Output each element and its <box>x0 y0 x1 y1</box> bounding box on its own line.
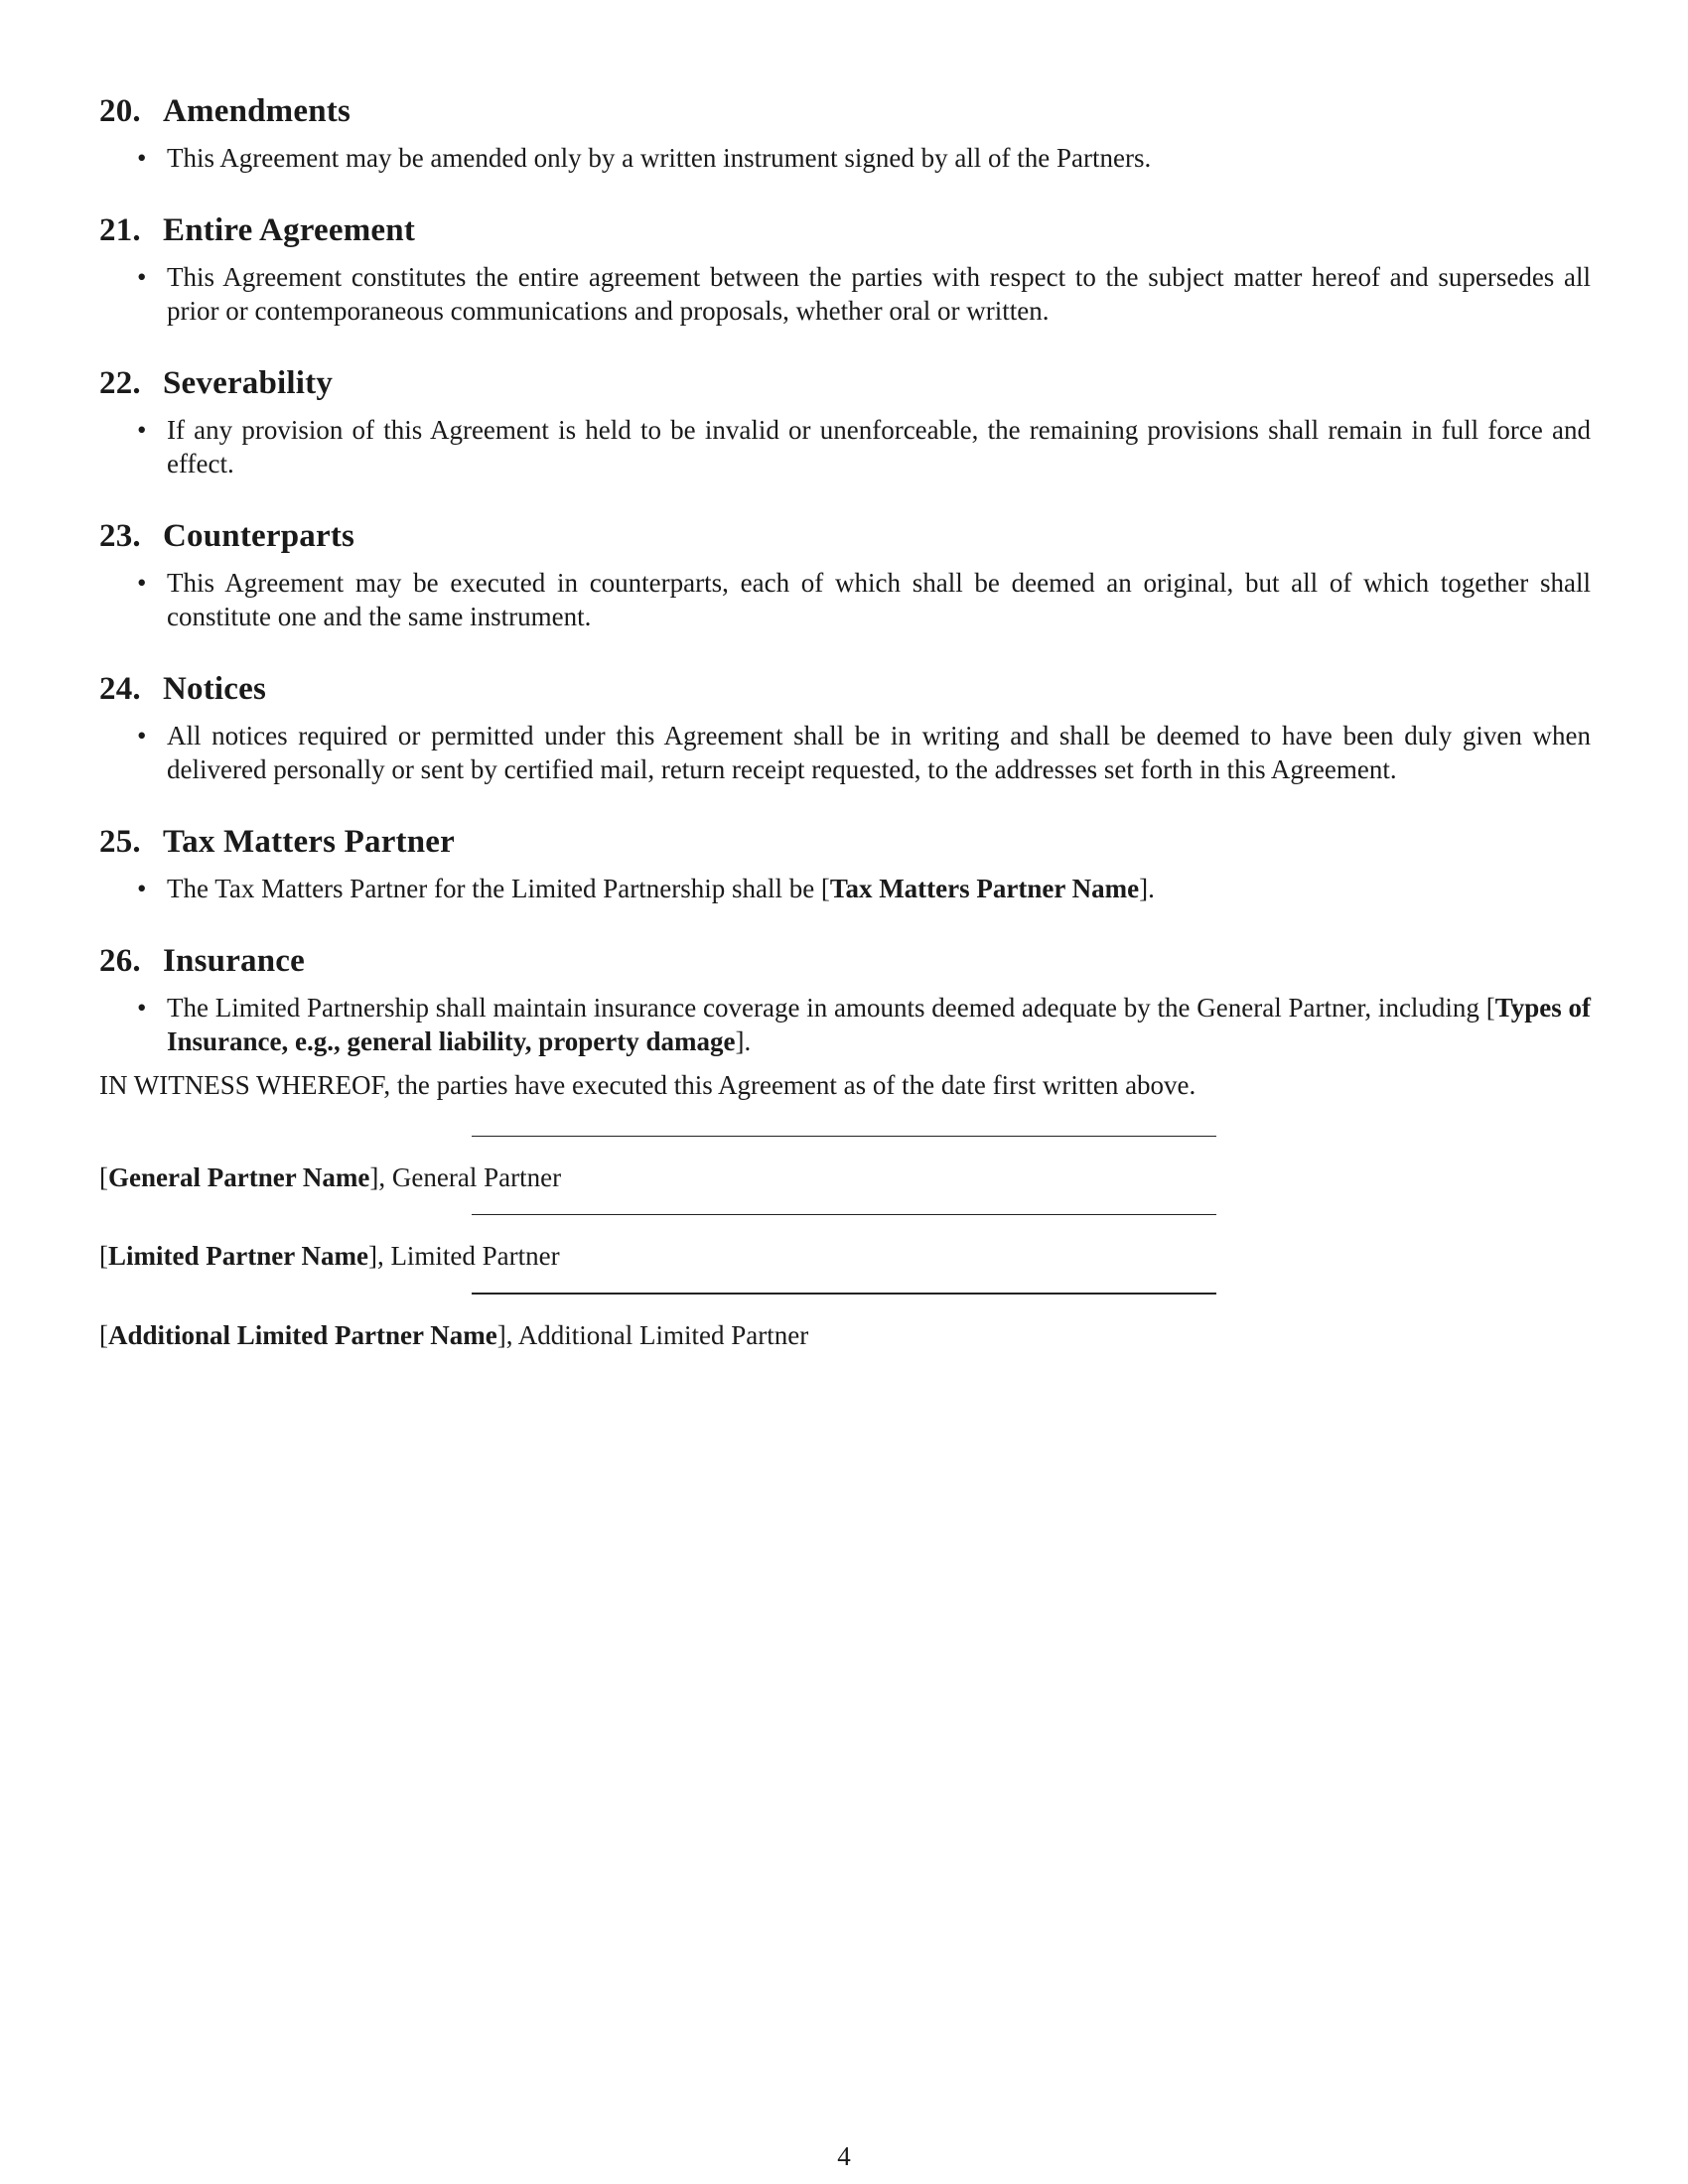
section-22-severability <box>99 363 1591 480</box>
document-page <box>99 91 1591 1372</box>
bracket-open: [ <box>99 1162 108 1192</box>
section-title: Tax Matters Partner <box>163 824 455 860</box>
section-list <box>99 260 1591 328</box>
section-24-notices <box>99 669 1591 786</box>
section-title: Amendments <box>163 93 351 129</box>
bullet: • <box>137 874 147 903</box>
item-text-after: ]. <box>1139 874 1155 903</box>
section-heading <box>99 516 1591 556</box>
page-number: 4 <box>837 2141 851 2171</box>
item-text-before: The Tax Matters Partner for the Limited Partnership shall be [ <box>167 874 830 903</box>
section-26-insurance <box>99 941 1591 1058</box>
item-text-before: The Limited Partnership shall maintain insurance coverage in amounts deemed adequate by the General Partner, including [ <box>167 993 1495 1023</box>
item-text: If any provision of this Agreement is held to be invalid or unenforceable, the remaining provisions shall remain in full force and effect. <box>167 415 1591 478</box>
bracket-close: ] <box>496 1320 506 1350</box>
bullet: • <box>137 415 147 445</box>
bracket-open: [ <box>99 1241 108 1271</box>
list-item <box>99 260 1591 328</box>
section-number: 20. <box>99 93 141 129</box>
section-title: Notices <box>163 671 267 707</box>
signatory-role: , General Partner <box>378 1162 562 1192</box>
signature-block-additional-limited-partner <box>99 1293 1591 1352</box>
list-item <box>99 872 1591 905</box>
section-number: 26. <box>99 943 141 979</box>
signature-line <box>472 1214 1216 1215</box>
item-text: This Agreement may be amended only by a written instrument signed by all of the Partners. <box>167 143 1152 173</box>
item-text: This Agreement constitutes the entire agreement between the parties with respect to the subject matter hereof and supersedes all prior or contemporaneous communications and proposals, whether oral or written. <box>167 262 1591 326</box>
list-item <box>99 566 1591 633</box>
signature-line <box>472 1136 1216 1137</box>
bullet: • <box>137 993 147 1023</box>
signatory-role: , Additional Limited Partner <box>505 1320 809 1350</box>
section-list <box>99 991 1591 1058</box>
section-number: 21. <box>99 212 141 248</box>
section-25-tax-matters-partner <box>99 822 1591 905</box>
section-list <box>99 719 1591 786</box>
section-list <box>99 566 1591 633</box>
bracket-close: ] <box>367 1241 377 1271</box>
item-text: All notices required or permitted under this Agreement shall be in writing and shall be deemed to have been duly given when delivered personally or sent by certified mail, return receipt requested, to the addresses set forth in this Agreement. <box>167 721 1591 784</box>
section-list <box>99 872 1591 905</box>
section-heading <box>99 941 1591 981</box>
signature-block-limited-partner <box>99 1214 1591 1273</box>
bullet: • <box>137 568 147 598</box>
section-heading <box>99 669 1591 709</box>
signatory-name: Limited Partner Name <box>108 1241 368 1271</box>
section-number: 23. <box>99 518 141 554</box>
bracket-close: ] <box>369 1162 379 1192</box>
section-21-entire-agreement <box>99 210 1591 328</box>
placeholder-tax-matters-partner-name: Tax Matters Partner Name <box>829 874 1140 903</box>
signatory-label <box>99 1318 1591 1352</box>
signatory-name: General Partner Name <box>108 1162 370 1192</box>
signature-block-general-partner <box>99 1136 1591 1194</box>
item-text-after: ]. <box>735 1026 752 1056</box>
signature-line <box>472 1293 1216 1295</box>
section-title: Entire Agreement <box>163 212 416 248</box>
witness-clause: IN WITNESS WHEREOF, the parties have executed this Agreement as of the date first written above. <box>99 1070 1196 1100</box>
section-number: 24. <box>99 671 141 707</box>
list-item <box>99 991 1591 1058</box>
section-number: 25. <box>99 824 141 860</box>
section-heading <box>99 363 1591 403</box>
signatory-label <box>99 1239 1591 1273</box>
section-heading <box>99 822 1591 862</box>
signatory-name: Additional Limited Partner Name <box>108 1320 497 1350</box>
section-23-counterparts <box>99 516 1591 633</box>
bracket-open: [ <box>99 1320 108 1350</box>
signatory-label <box>99 1160 1591 1194</box>
bullet: • <box>137 143 147 173</box>
section-title: Insurance <box>163 943 305 979</box>
list-item <box>99 141 1591 175</box>
list-item <box>99 413 1591 480</box>
bullet: • <box>137 262 147 292</box>
placeholder-types-of-insurance: Types of Insurance, e.g., general liability, property damage <box>167 993 1591 1056</box>
item-text: This Agreement may be executed in counterparts, each of which shall be deemed an original, but all of which together shall constitute one and the same instrument. <box>167 568 1591 631</box>
section-heading <box>99 210 1591 250</box>
section-20-amendments <box>99 91 1591 175</box>
section-list <box>99 413 1591 480</box>
section-title: Counterparts <box>163 518 355 554</box>
bullet: • <box>137 721 147 751</box>
section-list <box>99 141 1591 175</box>
section-heading <box>99 91 1591 131</box>
section-title: Severability <box>163 365 334 401</box>
list-item <box>99 719 1591 786</box>
signatory-role: , Limited Partner <box>376 1241 560 1271</box>
section-number: 22. <box>99 365 141 401</box>
